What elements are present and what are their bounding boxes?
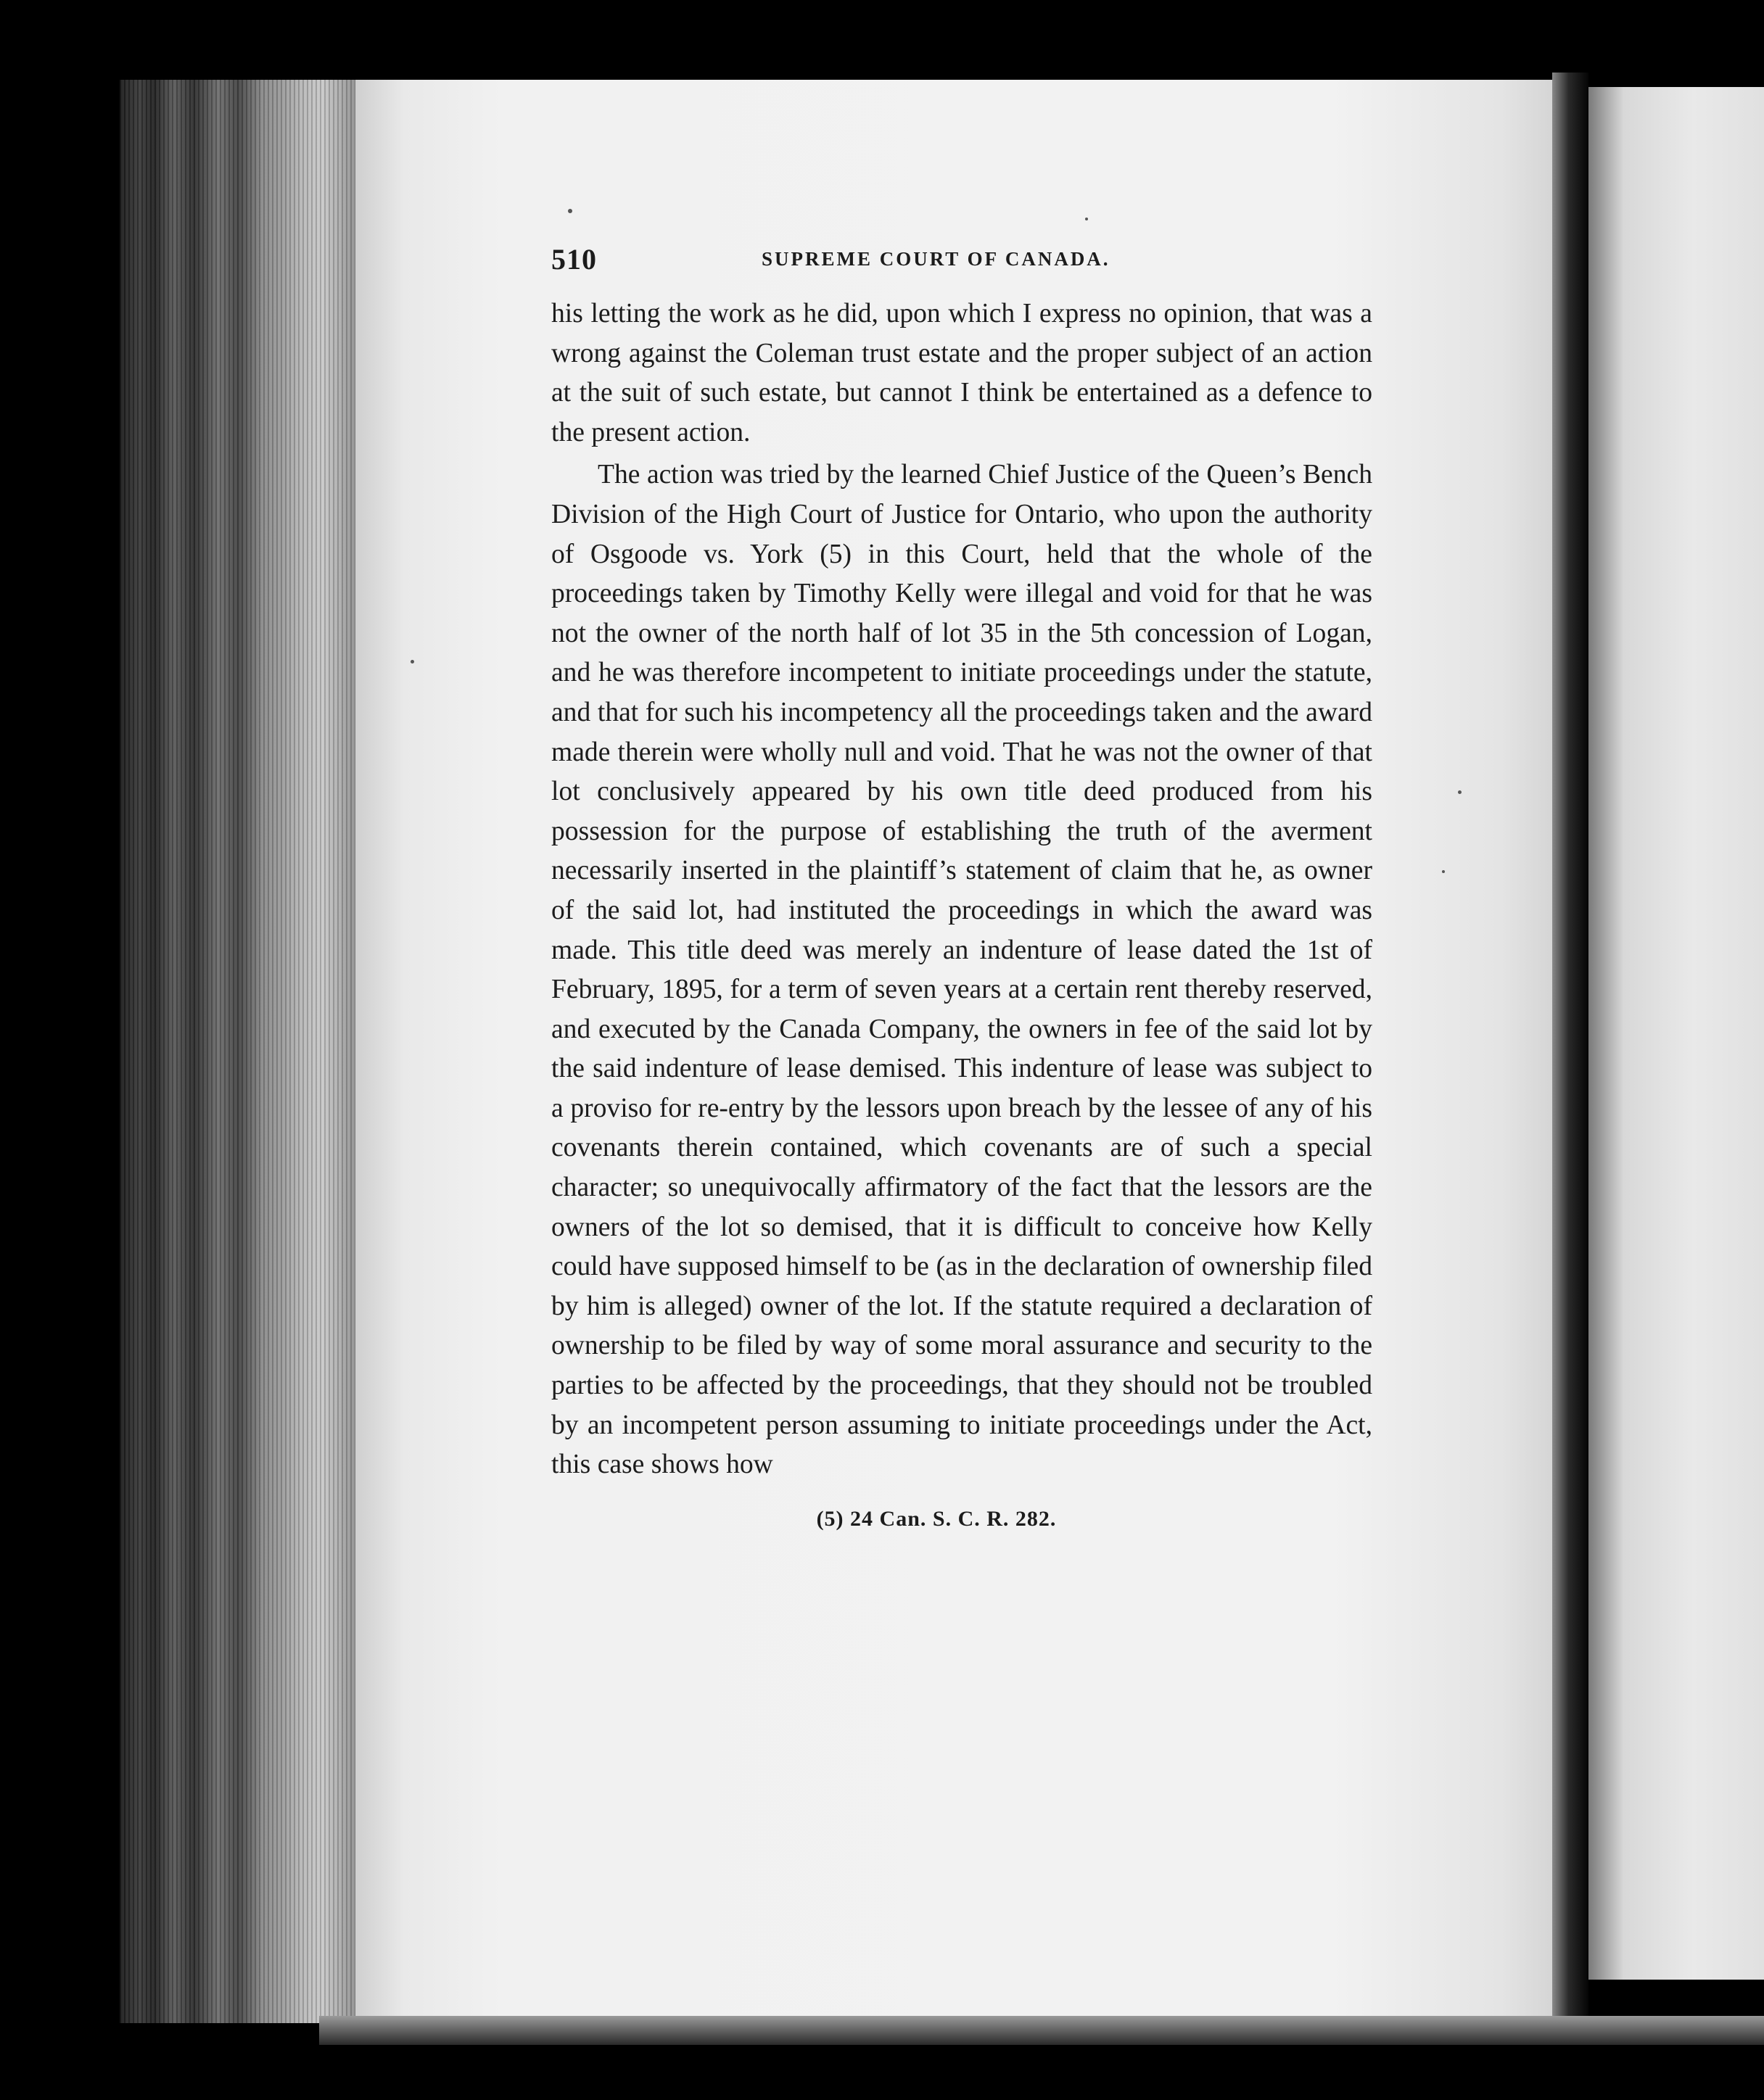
footnote: (5) 24 Can. S. C. R. 282. <box>816 1506 1057 1531</box>
page-content <box>551 239 1372 1531</box>
page-bottom-shadow <box>319 2016 1764 2045</box>
book-page-edges <box>120 80 366 2023</box>
running-header <box>551 239 1372 283</box>
book-gutter <box>1552 73 1588 2045</box>
running-head-title: SUPREME COURT OF CANADA. <box>762 248 1110 270</box>
dust-speck <box>411 660 414 664</box>
paragraph-2: The action was tried by the learned Chief Justice of the Queen’s Bench Division of the High Court of Justice for Ontario, who upon the authority of Osgoode vs. York (5) in this Court, held that the whole of the proceedings taken by Timothy Kelly were illegal and void for that he was not the owner of the north half of lot 35 in the 5th concession of Logan, and he was therefore incompetent to initiate proceedings under the statute, and that for such his incompetency all the proceedings taken and the award made therein were wholly null and void. That he was not the owner of that lot conclusively appeared by his own title deed produced from his possession for the purpose of establishing the truth of the averment necessarily inserted in the plaintiff’s statement of claim that he, as owner of the said lot, had instituted the proceedings in which the award was made. This title deed was merely an indenture of lease dated the 1st of February, 1895, for a term of seven years at a certain rent thereby reserved, and executed by the Canada Company, the owners in fee of the said lot by the said indenture of lease demised. This indenture of lease was subject to a proviso for re-entry by the lessors upon breach by the lessee of any of his covenants therein contained, which covenants are of such a special character; so unequivocally affirmatory of the fact that the lessors are the owners of the lot so demised, that it is difficult to conceive how Kelly could have supposed himself to be (as in the declaration of ownership filed by him is alleged) owner of the lot. If the statute required a declaration of ownership to be filed by way of some moral assurance and security to the parties to be affected by the proceedings, that they should not be troubled by an incompetent person assuming to initiate proceedings under the Act, this case shows how <box>551 460 1372 1480</box>
paragraph-1: his letting the work as he did, upon which I express no opinion, that was a wrong against the Coleman trust estate and the proper subject of an action at the suit of such estate, but cannot I think be entertained as a defence to the present action. <box>551 299 1372 447</box>
facing-page-edge <box>1588 87 1764 1980</box>
dust-speck <box>568 209 572 213</box>
dust-speck <box>1458 790 1462 794</box>
page-number: 510 <box>551 243 597 276</box>
dust-speck <box>1085 218 1088 220</box>
body-text <box>551 294 1372 1485</box>
dust-speck <box>1442 870 1445 873</box>
